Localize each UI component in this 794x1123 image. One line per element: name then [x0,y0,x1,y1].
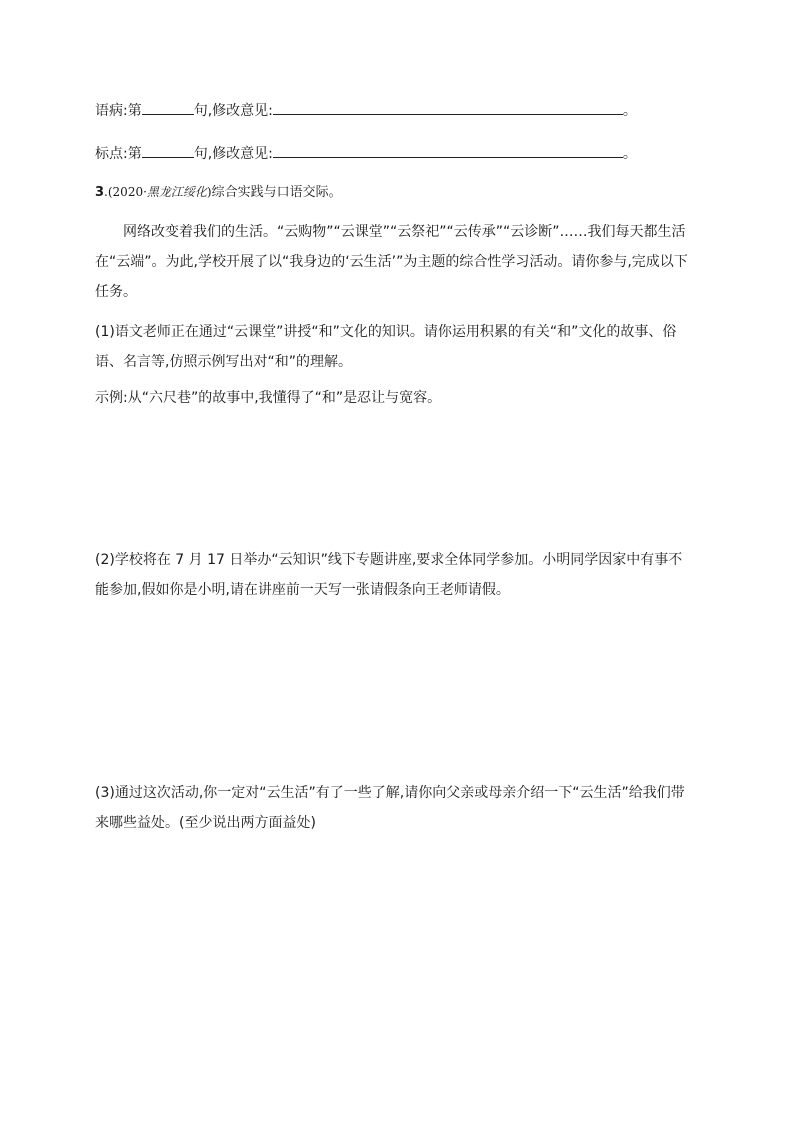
subquestion-3: (3)通过这次活动,你一定对“云生活”有了一些了解,请你向父亲或母亲介绍一下“云生活”给我们带来哪些益处。(至少说出两方面益处) [95,785,685,831]
punctuation-sentence-blank[interactable] [142,143,194,158]
punctuation-period: 。 [622,146,637,162]
question-title: 综合实践与口语交际。 [211,185,342,200]
intro-paragraph: 网络改变着我们的生活。“云购物”“云课堂”“云祭祀”“云传承”“云诊断”……我们每天都生活在“云端”。为此,学校开展了以“我身边的‘云生活’”为主题的综合性学习活动。请你参与,完成以下任务。 [95,224,688,300]
grammar-advice-blank[interactable] [273,100,623,115]
example-text: 示例:从“六尺巷”的故事中,我懂得了“和”是忍让与宽容。 [95,390,442,406]
subquestion-1: (1)语文老师正在通过“云课堂”讲授“和”文化的知识。请你运用积累的有关“和”文化的故事、俗语、名言等,仿照示例写出对“和”的理解。 [95,324,677,370]
subquestion-2: (2)学校将在 7 月 17 日举办“云知识”线下专题讲座,要求全体同学参加。小明同学因家中有事不能参加,假如你是小明,请在讲座前一天写一张请假条向王老师请假。 [95,552,683,598]
punctuation-fill-line [95,143,637,164]
grammar-label: 语病:第 [95,103,142,119]
grammar-advice-label: 句,修改意见: [193,103,273,119]
grammar-period: 。 [622,103,637,119]
question-source-place: 黑龙江绥化 [146,185,207,199]
question-header [95,182,342,203]
question-number: 3 [95,185,105,200]
question-source-close: ) [206,185,212,199]
punctuation-label: 标点:第 [95,146,142,162]
grammar-fill-line [95,100,637,121]
punctuation-advice-blank[interactable] [273,143,623,158]
punctuation-advice-label: 句,修改意见: [193,146,273,162]
grammar-sentence-blank[interactable] [142,100,194,115]
question-source-open: .(2020· [104,185,147,199]
